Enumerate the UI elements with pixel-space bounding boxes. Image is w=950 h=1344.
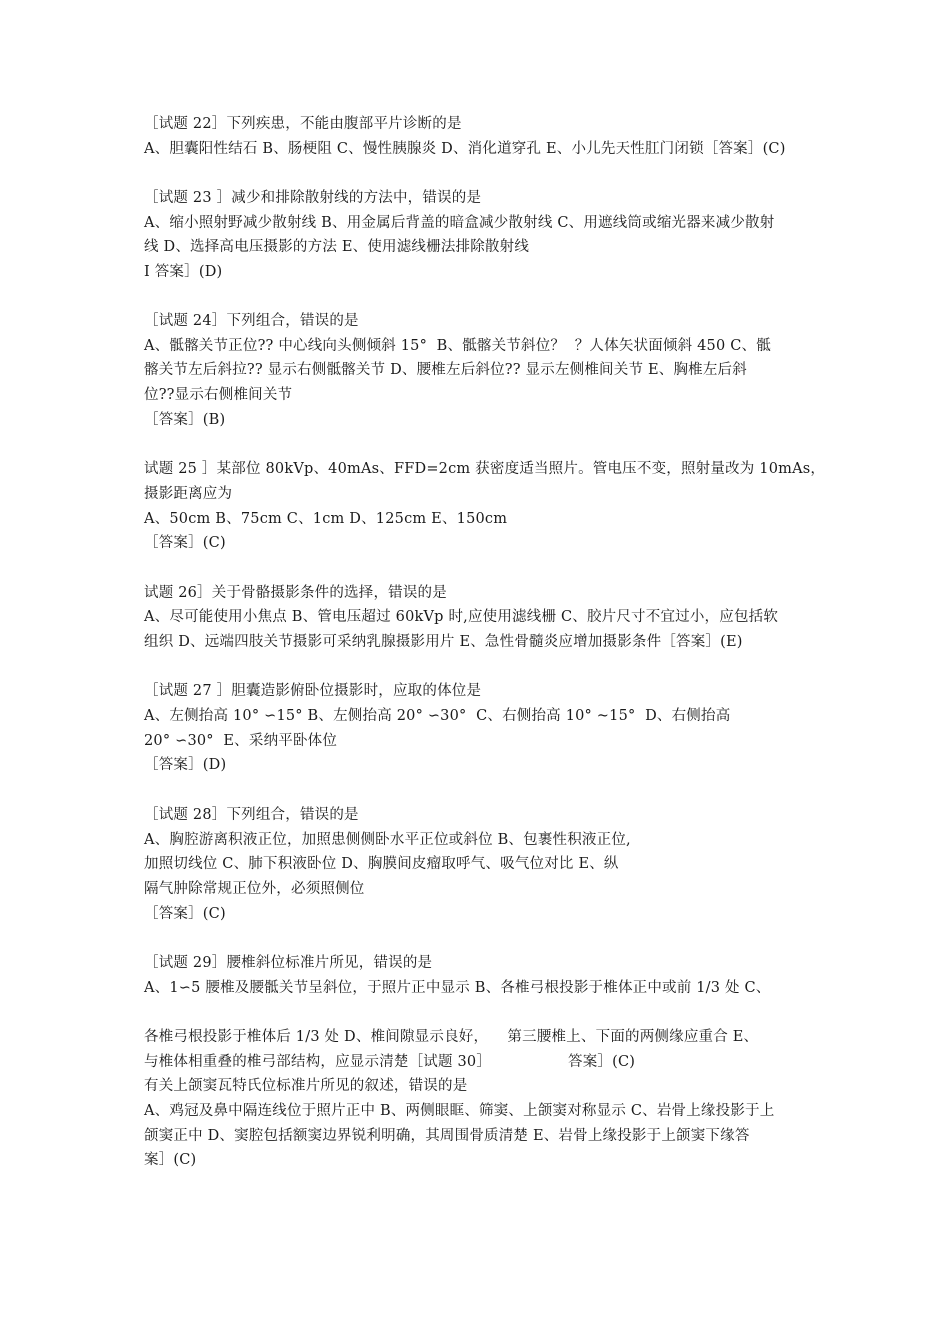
question-28-options-line-1: A、胸腔游离积液正位，加照患侧侧卧水平正位或斜位 B、包裹性积液正位, [144,832,631,848]
question-29-options-line-1: A、1∽5 腰椎及腰骶关节呈斜位，于照片正中显示 B、各椎弓根投影于椎体正中或前 1/3 处 C、 [144,980,771,996]
question-29-options-line-2: 各椎弓根投影于椎体后 1/3 处 D、椎间隙显示良好， 第三腰椎上、下面的两侧缘应重合 E、 [144,1029,759,1045]
question-23-options-line-1: A、缩小照射野减少散射线 B、用金属后背盖的暗盒减少散射线 C、用遮线筒或缩光器来减少散射 [144,215,775,231]
question-30-options-line-1: A、鸡冠及鼻中隔连线位于照片正中 B、两侧眼眶、筛窦、上颌窦对称显示 C、岩骨上缘投影于上 [144,1103,775,1119]
question-24-options-line-2: 髂关节左后斜拉?? 显示右侧骶髂关节 D、腰椎左后斜位?? 显示左侧椎间关节 E、胸椎左后斜 [144,362,747,378]
question-27-title: ［试题 27 ］胆囊造影俯卧位摄影时，应取的体位是 [144,683,482,699]
question-26-options-line-1: A、尽可能使用小焦点 B、管电压超过 60kVp 时,应使用滤线栅 C、胶片尺寸不宜过小，应包括软 [144,609,779,625]
question-30-title: 有关上颌窦瓦特氏位标准片所见的叙述，错误的是 [144,1078,468,1094]
question-29-options-line-3: 与椎体相重叠的椎弓部结构，应显示清楚［试题 30］ 答案］(C) [144,1054,636,1070]
question-29-title: ［试题 29］腰椎斜位标准片所见，错误的是 [144,955,433,971]
question-26-options-line-2: 组织 D、远端四肢关节摄影可采纳乳腺摄影用片 E、急性骨髓炎应增加摄影条件［答案］(E) [144,634,743,650]
question-25-title-line-2: 摄影距离应为 [144,486,233,502]
question-25-options: A、50cm B、75cm C、1cm D、125cm E、150cm [144,511,508,527]
question-24-options-line-1: A、骶髂关节正位?? 中心线向头侧倾斜 15° B、骶髂关节斜位？ ？人体矢状面倾斜 450 C、骶 [144,338,771,354]
question-28-options-line-3: 隔气肿除常规正位外，必须照侧位 [144,881,365,897]
question-30-answer: 案］(C) [144,1152,197,1168]
question-25-title-line-1: 试题 25 ］某部位 80kVp、40mAs、FFD=2cm 获密度适当照片。管电压不变，照射量改为 10mAs， [144,461,826,477]
question-25-answer: ［答案］(C) [144,535,226,551]
question-24-answer: ［答案］(B) [144,412,226,428]
question-22-title: ［试题 22］下列疾患，不能由腹部平片诊断的是 [144,116,462,132]
question-22-options: A、胆囊阳性结石 B、肠梗阻 C、慢性胰腺炎 D、消化道穿孔 E、小儿先天性肛门闭锁［答案］(C) [144,141,786,157]
question-28-answer: ［答案］(C) [144,906,226,922]
question-27-answer: ［答案］(D) [144,757,227,773]
question-26-title: 试题 26］关于骨骼摄影条件的选择，错误的是 [144,585,447,601]
question-27-options-line-1: A、左侧抬高 10° ∽15° B、左侧抬高 20° ∽30° C、右侧抬高 10° ~15° D、右侧抬高 [144,708,731,724]
question-24-title: ［试题 24］下列组合，错误的是 [144,313,359,329]
question-30-options-line-2: 颌窦正中 D、窦腔包括额窦边界锐利明确，其周围骨质清楚 E、岩骨上缘投影于上颌窦下缘答 [144,1128,750,1144]
question-23-title: ［试题 23 ］减少和排除散射线的方法中，错误的是 [144,190,482,206]
question-23-options-line-2: 线 D、选择高电压摄影的方法 E、使用滤线栅法排除散射线 [144,239,530,255]
question-28-options-line-2: 加照切线位 C、肺下积液卧位 D、胸膜间皮瘤取呼气、吸气位对比 E、纵 [144,856,619,872]
question-24-options-line-3: 位??显示右侧椎间关节 [144,387,293,403]
question-23-answer: I 答案］(D) [144,264,223,280]
question-28-title: ［试题 28］下列组合，错误的是 [144,807,359,823]
question-27-options-line-2: 20° ∽30° E、采纳平卧体位 [144,733,338,749]
